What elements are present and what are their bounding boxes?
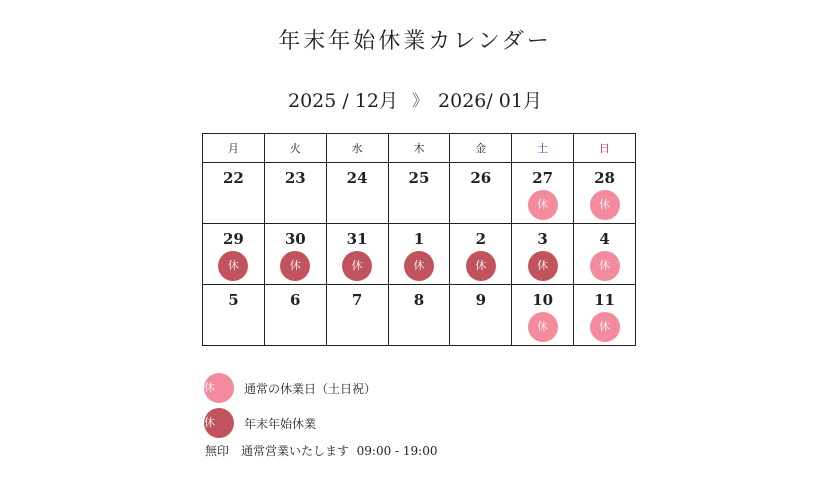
calendar-day-cell <box>512 285 574 346</box>
weekday-mon: 月 <box>203 134 265 163</box>
regular-holiday-badge: 休 <box>528 312 558 342</box>
day-number: 11 <box>594 291 615 309</box>
yearend-holiday-badge: 休 <box>342 251 372 281</box>
day-number: 9 <box>475 291 487 309</box>
calendar-day-cell <box>326 163 388 224</box>
day-number: 22 <box>222 169 244 187</box>
legend <box>204 373 376 443</box>
day-number: 1 <box>413 230 425 248</box>
calendar-day-cell <box>574 163 636 224</box>
calendar-week-row <box>203 285 636 346</box>
page-title: 年末年始休業カレンダー <box>278 29 552 54</box>
day-number: 23 <box>284 169 306 187</box>
calendar-day-cell <box>388 224 450 285</box>
calendar-day-cell <box>512 224 574 285</box>
legend-regular-label: 通常の休業日（土日祝） <box>244 381 377 396</box>
day-number: 4 <box>599 230 610 248</box>
day-number: 2 <box>475 230 487 248</box>
yearend-holiday-badge: 休 <box>204 408 234 438</box>
weekday-fri: 金 <box>450 134 512 163</box>
calendar-day-cell <box>512 163 574 224</box>
day-number: 3 <box>537 230 548 248</box>
day-number: 5 <box>228 291 239 309</box>
yearend-holiday-badge: 休 <box>280 251 310 281</box>
calendar-body <box>203 163 636 346</box>
calendar-day-cell <box>388 163 450 224</box>
regular-holiday-badge: 休 <box>528 190 558 220</box>
calendar-day-cell <box>574 285 636 346</box>
weekday-tue: 火 <box>264 134 326 163</box>
day-number: 8 <box>413 291 425 309</box>
regular-holiday-badge: 休 <box>590 312 620 342</box>
day-number: 25 <box>408 169 430 187</box>
calendar-day-cell <box>326 224 388 285</box>
yearend-holiday-badge: 休 <box>404 251 434 281</box>
date-range <box>0 86 830 113</box>
period-start: 2025 / 12月 <box>287 90 398 112</box>
legend-yearend <box>204 408 376 438</box>
calendar-day-cell <box>203 285 265 346</box>
calendar-week-row <box>203 224 636 285</box>
calendar-day-cell <box>574 224 636 285</box>
calendar-day-cell <box>450 285 512 346</box>
calendar-day-cell <box>264 285 326 346</box>
regular-holiday-badge: 休 <box>204 373 234 403</box>
day-number: 6 <box>290 291 301 309</box>
business-hours-note: 無印 通常営業いたします 09:00 - 19:00 <box>205 444 438 458</box>
calendar-day-cell <box>388 285 450 346</box>
weekday-header-row <box>203 134 636 163</box>
day-number: 10 <box>532 291 554 309</box>
calendar-week-row <box>203 163 636 224</box>
day-number: 29 <box>222 230 244 248</box>
double-chevron-right-icon: 》 <box>412 91 425 110</box>
day-number: 26 <box>470 169 492 187</box>
yearend-holiday-badge: 休 <box>528 251 558 281</box>
calendar-day-cell <box>203 224 265 285</box>
day-number: 30 <box>284 230 306 248</box>
calendar-day-cell <box>264 224 326 285</box>
calendar-day-cell <box>326 285 388 346</box>
legend-regular <box>204 373 376 403</box>
legend-yearend-label: 年末年始休業 <box>244 416 317 431</box>
day-number: 7 <box>351 291 363 309</box>
calendar-day-cell <box>450 163 512 224</box>
regular-holiday-badge: 休 <box>590 251 620 281</box>
calendar-day-cell <box>203 163 265 224</box>
holiday-calendar <box>202 133 636 346</box>
yearend-holiday-badge: 休 <box>218 251 248 281</box>
period-end: 2026/ 01月 <box>438 90 542 112</box>
day-number: 27 <box>532 169 554 187</box>
calendar-day-cell <box>450 224 512 285</box>
day-number: 31 <box>346 230 368 248</box>
calendar-day-cell <box>264 163 326 224</box>
weekday-wed: 水 <box>326 134 388 163</box>
regular-holiday-badge: 休 <box>590 190 620 220</box>
day-number: 28 <box>594 169 615 187</box>
weekday-sat: 土 <box>512 134 574 163</box>
weekday-sun: 日 <box>574 134 636 163</box>
day-number: 24 <box>346 169 368 187</box>
weekday-thu: 木 <box>388 134 450 163</box>
yearend-holiday-badge: 休 <box>466 251 496 281</box>
